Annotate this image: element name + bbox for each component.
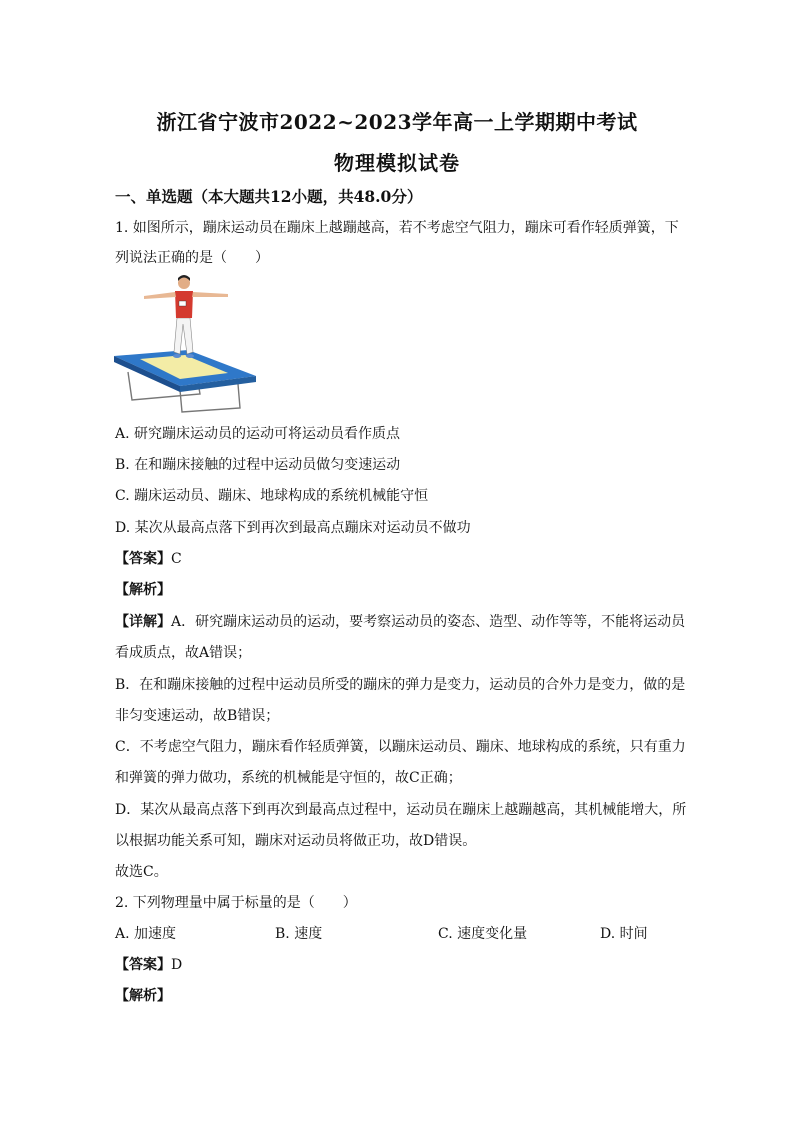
q1-option-a: A. 研究蹦床运动员的运动可将运动员看作质点 — [115, 426, 401, 442]
q1-option-c: C. 蹦床运动员、蹦床、地球构成的系统机械能守恒 — [115, 488, 429, 504]
detail-text: A．研究蹦床运动员的运动，要考察运动员的姿态、造型、动作等等，不能将运动员 — [171, 614, 686, 630]
exam-title: 浙江省宁波市2022~2023学年高一上学期期中考试 — [156, 110, 638, 134]
q2-stem: 2. 下列物理量中属于标量的是（ ） — [115, 895, 357, 911]
q2-answer — [115, 955, 182, 975]
q2-analysis-label: 【解析】 — [115, 988, 171, 1004]
q1-option-b: B. 在和蹦床接触的过程中运动员做匀变速运动 — [115, 457, 401, 473]
section-heading: 一、单选题（本大题共12小题，共48.0分） — [115, 187, 423, 206]
q1-detail-line4: 非匀变速运动，故B错误； — [115, 708, 280, 724]
q1-stem-line2: 列说法正确的是（ ） — [115, 250, 269, 266]
q1-detail-line6: 和弹簧的弹力做功，系统的机械能是守恒的，故C正确； — [115, 770, 462, 786]
q2-option-d: D. 时间 — [600, 926, 648, 942]
q1-analysis-label: 【解析】 — [115, 582, 171, 598]
detail-label: 【详解】 — [115, 614, 171, 630]
q2-option-c: C. 速度变化量 — [438, 926, 528, 942]
q1-detail-line5: C．不考虑空气阻力，蹦床看作轻质弹簧，以蹦床运动员、蹦床、地球构成的系统，只有重力 — [115, 739, 686, 755]
q1-detail-line3: B．在和蹦床接触的过程中运动员所受的蹦床的弹力是变力，运动员的合外力是变力，做的是 — [115, 677, 686, 693]
answer-label: 【答案】 — [115, 957, 171, 973]
trampoline-athlete-illustration — [110, 272, 260, 418]
q1-answer — [115, 549, 182, 569]
exam-subtitle: 物理模拟试卷 — [334, 151, 460, 175]
q2-option-b: B. 速度 — [275, 926, 323, 942]
q1-detail-line7: D．某次从最高点落下到再次到最高点过程中，运动员在蹦床上越蹦越高，其机械能增大，所 — [115, 802, 687, 818]
q1-detail-line1 — [115, 612, 685, 632]
q1-detail-line9: 故选C。 — [115, 864, 168, 880]
q2-option-a: A. 加速度 — [115, 926, 177, 942]
q1-detail-line2: 看成质点，故A错误； — [115, 645, 252, 661]
answer-label: 【答案】 — [115, 551, 171, 567]
answer-value: C — [171, 551, 182, 567]
q1-option-d: D. 某次从最高点落下到再次到最高点蹦床对运动员不做功 — [115, 520, 471, 536]
answer-value: D — [171, 957, 183, 973]
q1-detail-line8: 以根据功能关系可知，蹦床对运动员将做正功，故D错误。 — [115, 833, 477, 849]
q1-stem-line1: 1. 如图所示，蹦床运动员在蹦床上越蹦越高，若不考虑空气阻力，蹦床可看作轻质弹簧，下 — [115, 220, 679, 236]
